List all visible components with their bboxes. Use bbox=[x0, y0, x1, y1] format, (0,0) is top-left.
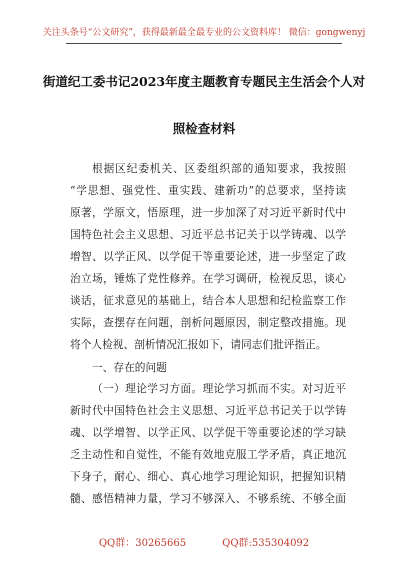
header-note: 关注头条号“公文研究”，获得最新最全最专业的公文资料库！ 微信：gongwenyj bbox=[42, 28, 366, 38]
document-title-line-1: 街道纪工委书记2023年度主题教育专题民主生活会个人对 bbox=[42, 74, 366, 89]
paragraph-line: 治立场，锤炼了党性修养。在学习调研，检视反思，谈心 bbox=[70, 272, 346, 285]
paragraph-line: 增智、以学正风、以学促干等重要论述，进一步坚定了政 bbox=[70, 250, 346, 263]
paragraph-line: （一）理论学习方面。理论学习抓而不实。对习近平 bbox=[92, 382, 346, 395]
paragraph-line: 原著，学原文，悟原理，进一步加深了对习近平新时代中 bbox=[70, 206, 346, 219]
footer-contacts bbox=[0, 534, 408, 549]
paragraph-line: 下身子，耐心、细心、真心地学习理论知识，把握知识精 bbox=[70, 470, 346, 483]
footer-qq-group-1: QQ群：30265665 bbox=[98, 538, 187, 549]
paragraph-line: 谈话，征求意见的基础上，结合本人思想和纪检监察工作 bbox=[70, 294, 346, 307]
paragraph-line: 新时代中国特色社会主义思想、习近平总书记关于以学铸 bbox=[70, 404, 346, 417]
paragraph-line: 魂、以学增智、以学正风、以学促干等重要论述的学习缺 bbox=[70, 426, 346, 439]
paragraph-line: 乏主动性和自觉性，不能有效地克服工学矛盾，真正地沉 bbox=[70, 448, 346, 461]
paragraph-line: 将个人检视、剖析情况汇报如下，请同志们批评指正。 bbox=[70, 338, 327, 351]
footer-qq-group-2: QQ群:535304092 bbox=[222, 538, 310, 549]
paragraph-line: 髓、感悟精神力量，学习不够深入、不够系统、不够全面 bbox=[70, 492, 346, 505]
paragraph-line: 国特色社会主义思想、习近平总书记关于以学铸魂、以学 bbox=[70, 228, 346, 241]
section-heading: 一、存在的问题 bbox=[92, 361, 167, 374]
paragraph-line: 根据区纪委机关、区委组织部的通知要求，我按照 bbox=[92, 162, 346, 175]
header-divider bbox=[66, 43, 342, 44]
paragraph-line: “学思想、强党性、重实践、建新功”的总要求，坚持读 bbox=[70, 184, 346, 197]
paragraph-line: 实际，查摆存在问题，剖析问题原因，制定整改措施。现 bbox=[70, 316, 346, 329]
document-title-line-2: 照检查材料 bbox=[172, 121, 236, 136]
